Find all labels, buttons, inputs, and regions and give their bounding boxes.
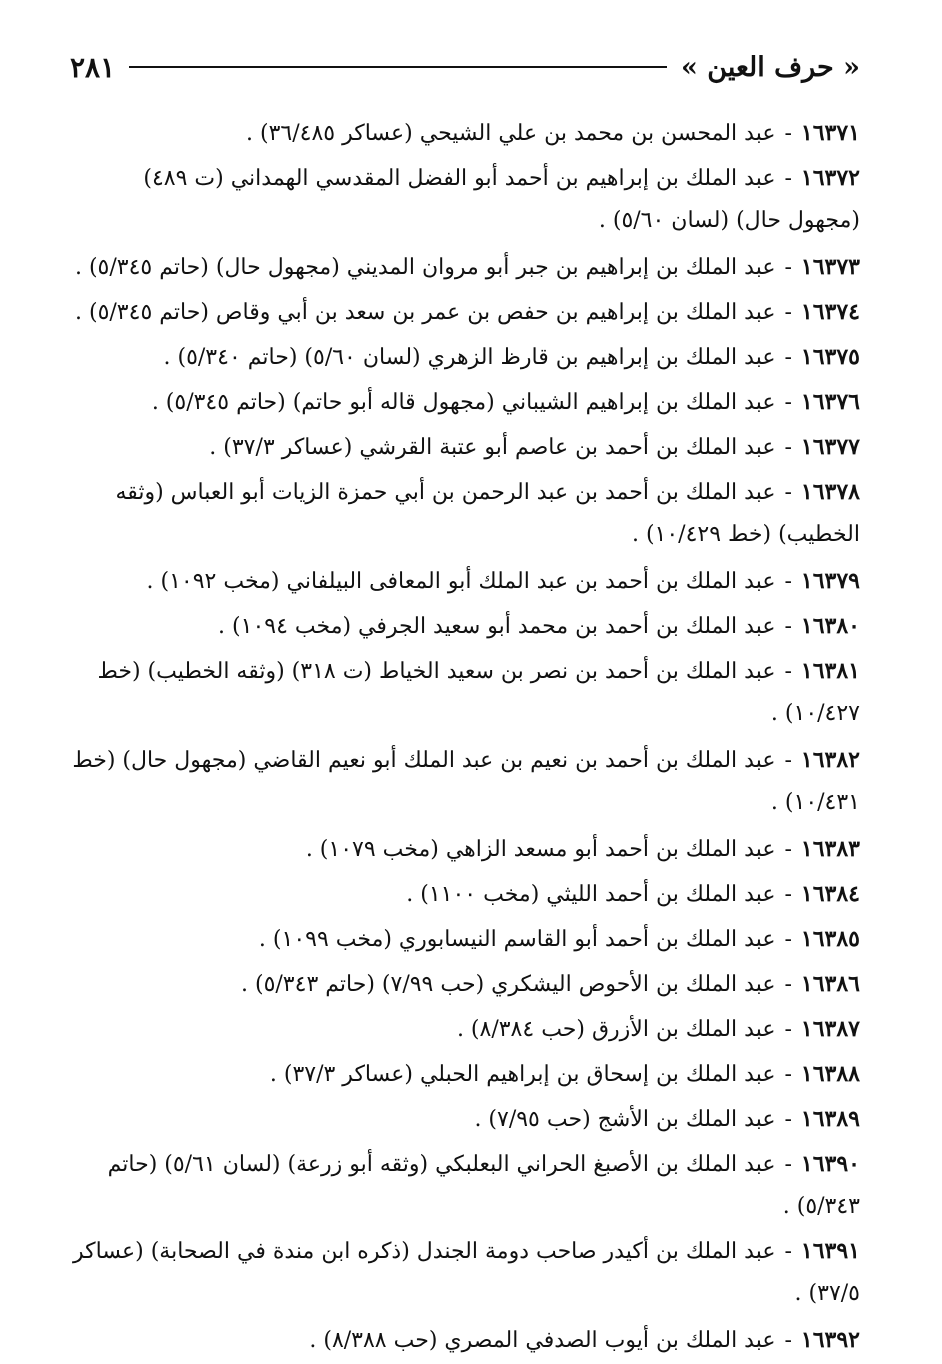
entry-text: عبد الملك بن أحمد أبو مسعد الزاهي (مخب ١٠٧٩) . xyxy=(305,837,776,862)
entry-text: عبد الملك بن أيوب الصدفي المصري (حب ٨/٣٨٨) . xyxy=(309,1328,776,1353)
entry: ١٦٣٨٠ - عبد الملك بن أحمد بن محمد أبو سعيد الجرفي (مخب ١٠٩٤) . xyxy=(218,613,860,639)
entry: ١٦٣٨٦ - عبد الملك بن الأحوص اليشكري (حب ٧/٩٩) (حاتم ٥/٣٤٣) . xyxy=(241,971,860,997)
entry: ١٦٣٩٢ - عبد الملك بن أيوب الصدفي المصري (حب ٨/٣٨٨) . xyxy=(309,1327,860,1353)
entry: ١٦٣٩٠ - عبد الملك بن الأصبغ الحراني البعلبكي (وثقه أبو زرعة) (لسان ٥/٦١) (حاتم ٥/٣٤٣) . xyxy=(107,1151,860,1219)
entry-text: عبد الملك بن الأصبغ الحراني البعلبكي (وثقه أبو زرعة) (لسان ٥/٦١) (حاتم ٥/٣٤٣) . xyxy=(107,1152,860,1219)
entry: ١٦٣٨٣ - عبد الملك بن أحمد أبو مسعد الزاهي (مخب ١٠٧٩) . xyxy=(305,836,860,862)
entry-text: عبد الملك بن إسحاق بن إبراهيم الحبلي (عساكر ٣٧/٣) . xyxy=(269,1062,776,1087)
entry-text: عبد الملك بن الأشج (حب ٧/٩٥) . xyxy=(474,1107,776,1132)
page-number: ٢٨١ xyxy=(70,50,116,84)
entry-text: عبد الملك بن إبراهيم بن حفص بن عمر بن سعد بن أبي وقاص (حاتم ٥/٣٤٥) . xyxy=(75,300,776,325)
entry: ١٦٣٨٧ - عبد الملك بن الأزرق (حب ٨/٣٨٤) . xyxy=(456,1016,860,1042)
entry-text: عبد الملك بن الأزرق (حب ٨/٣٨٤) . xyxy=(456,1017,776,1042)
entry-number: ١٦٣٩٢ xyxy=(800,1327,860,1353)
entry: ١٦٣٧٦ - عبد الملك بن إبراهيم الشيباني (مجهول قاله أبو حاتم) (حاتم ٥/٣٤٥) . xyxy=(151,389,860,415)
entry-number: ١٦٣٨٦ xyxy=(800,971,860,997)
entry: ١٦٣٨١ - عبد الملك بن أحمد بن نصر بن سعيد الخياط (ت ٣١٨) (وثقه الخطيب) (خط ١٠/٤٢٧) . xyxy=(97,658,860,726)
entry-number: ١٦٣٧٢ xyxy=(800,165,860,191)
entry-text: عبد الملك بن إبراهيم بن قارظ الزهري (لسان ٥/٦٠) (حاتم ٥/٣٤٠) . xyxy=(163,345,776,370)
entry-number: ١٦٣٨٣ xyxy=(800,836,860,862)
entry-text: عبد الملك بن إبراهيم بن جبر أبو مروان المديني (مجهول حال) (حاتم ٥/٣٤٥) . xyxy=(74,255,776,280)
entry-number: ١٦٣٧٣ xyxy=(800,254,860,280)
entry-number: ١٦٣٨٤ xyxy=(800,881,860,907)
chapter-title: « حرف العين » xyxy=(681,51,860,83)
entry-number: ١٦٣٨٩ xyxy=(800,1106,860,1132)
entry-number: ١٦٣٧٦ xyxy=(800,389,860,415)
entry: ١٦٣٧٨ - عبد الملك بن أحمد بن عبد الرحمن بن أبي حمزة الزيات أبو العباس (وثقه الخطيب) (خط ١٠/٤٢٩) . xyxy=(115,479,860,547)
entry-text: عبد الملك بن أحمد الليثي (مخب ١١٠٠) . xyxy=(406,882,776,907)
entry-number: ١٦٣٧٧ xyxy=(800,434,860,460)
page-header xyxy=(70,40,860,94)
entry-text: عبد الملك بن إبراهيم الشيباني (مجهول قاله أبو حاتم) (حاتم ٥/٣٤٥) . xyxy=(151,390,776,415)
entry: ١٦٣٨٤ - عبد الملك بن أحمد الليثي (مخب ١١٠٠) . xyxy=(406,881,860,907)
entry-number: ١٦٣٨٢ xyxy=(800,747,860,773)
entry-text: عبد الملك بن أحمد بن محمد أبو سعيد الجرفي (مخب ١٠٩٤) . xyxy=(218,614,776,639)
entry-text: عبد الملك بن أحمد بن عاصم أبو عتبة القرشي (عساكر ٣٧/٣) . xyxy=(209,435,776,460)
entry-text: عبد المحسن بن محمد بن علي الشيحي (عساكر ٣٦/٤٨٥) . xyxy=(246,121,776,146)
entry-text: عبد الملك بن أحمد بن عبد الرحمن بن أبي حمزة الزيات أبو العباس (وثقه الخطيب) (خط ١٠/٤٢٩) . xyxy=(115,480,860,547)
page xyxy=(70,40,860,1364)
entry: ١٦٣٨٥ - عبد الملك بن أحمد أبو القاسم النيسابوري (مخب ١٠٩٩) . xyxy=(258,926,860,952)
entry-text: عبد الملك بن أكيدر صاحب دومة الجندل (ذكره ابن مندة في الصحابة) (عساكر ٣٧/٥) . xyxy=(73,1239,860,1306)
entry: ١٦٣٧٩ - عبد الملك بن أحمد بن عبد الملك أبو المعافى البيلفاني (مخب ١٠٩٢) . xyxy=(146,568,860,594)
entry: ١٦٣٧٣ - عبد الملك بن إبراهيم بن جبر أبو مروان المديني (مجهول حال) (حاتم ٥/٣٤٥) . xyxy=(74,254,860,280)
entry-list xyxy=(70,112,860,1362)
entry-number: ١٦٣٨٧ xyxy=(800,1016,860,1042)
entry: ١٦٣٨٨ - عبد الملك بن إسحاق بن إبراهيم الحبلي (عساكر ٣٧/٣) . xyxy=(269,1061,860,1087)
entry: ١٦٣٨٢ - عبد الملك بن أحمد بن نعيم بن عبد الملك أبو نعيم القاضي (مجهول حال) (خط ١٠/٤٣١) . xyxy=(72,747,860,815)
entry: ١٦٣٧١ - عبد المحسن بن محمد بن علي الشيحي (عساكر ٣٦/٤٨٥) . xyxy=(246,120,860,146)
entry-text: عبد الملك بن إبراهيم بن أحمد أبو الفضل المقدسي الهمداني (ت ٤٨٩) (مجهول حال) (لسان ٥/٦٠) . xyxy=(143,166,860,233)
entry-number: ١٦٣٨٨ xyxy=(800,1061,860,1087)
entry-number: ١٦٣٩٠ xyxy=(800,1151,860,1177)
entry-number: ١٦٣٩١ xyxy=(800,1238,860,1264)
entry-number: ١٦٣٧٥ xyxy=(800,344,860,370)
entry: ١٦٣٧٢ - عبد الملك بن إبراهيم بن أحمد أبو الفضل المقدسي الهمداني (ت ٤٨٩) (مجهول حال) (لسان ٥/٦٠) . xyxy=(143,165,860,233)
entry: ١٦٣٨٩ - عبد الملك بن الأشج (حب ٧/٩٥) . xyxy=(474,1106,860,1132)
entry-text: عبد الملك بن أحمد بن عبد الملك أبو المعافى البيلفاني (مخب ١٠٩٢) . xyxy=(146,569,776,594)
entry-number: ١٦٣٧٤ xyxy=(800,299,860,325)
entry-number: ١٦٣٧٩ xyxy=(800,568,860,594)
entry-text: عبد الملك بن الأحوص اليشكري (حب ٧/٩٩) (حاتم ٥/٣٤٣) . xyxy=(241,972,776,997)
entry-text: عبد الملك بن أحمد أبو القاسم النيسابوري (مخب ١٠٩٩) . xyxy=(258,927,776,952)
entry: ١٦٣٧٥ - عبد الملك بن إبراهيم بن قارظ الزهري (لسان ٥/٦٠) (حاتم ٥/٣٤٠) . xyxy=(163,344,860,370)
entry-number: ١٦٣٧٨ xyxy=(800,479,860,505)
entry: ١٦٣٩١ - عبد الملك بن أكيدر صاحب دومة الجندل (ذكره ابن مندة في الصحابة) (عساكر ٣٧/٥) . xyxy=(73,1238,860,1306)
entry-number: ١٦٣٧١ xyxy=(800,120,860,146)
entry-number: ١٦٣٨٠ xyxy=(800,613,860,639)
entry: ١٦٣٧٧ - عبد الملك بن أحمد بن عاصم أبو عتبة القرشي (عساكر ٣٧/٣) . xyxy=(209,434,860,460)
entry-number: ١٦٣٨٥ xyxy=(800,926,860,952)
entry-text: عبد الملك بن أحمد بن نصر بن سعيد الخياط (ت ٣١٨) (وثقه الخطيب) (خط ١٠/٤٢٧) . xyxy=(97,659,860,726)
header-rule xyxy=(129,66,667,68)
entry-number: ١٦٣٨١ xyxy=(800,658,860,684)
entry-text: عبد الملك بن أحمد بن نعيم بن عبد الملك أبو نعيم القاضي (مجهول حال) (خط ١٠/٤٣١) . xyxy=(72,748,860,815)
entry: ١٦٣٧٤ - عبد الملك بن إبراهيم بن حفص بن عمر بن سعد بن أبي وقاص (حاتم ٥/٣٤٥) . xyxy=(75,299,860,325)
